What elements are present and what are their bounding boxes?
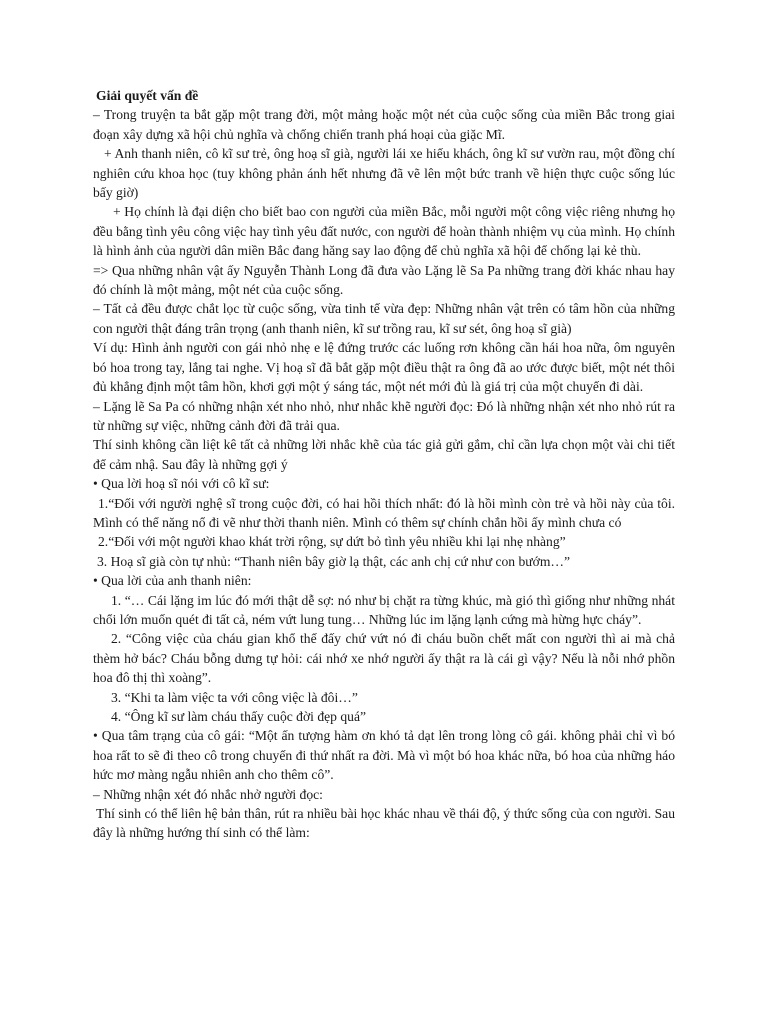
paragraph: – Trong truyện ta bắt gặp một trang đời, một mảng hoặc một nét của cuộc sống của miền Bắc trong giai đoạn xây dựng xã hội chủ nghĩa và chống chiến tranh phá hoại của giặc Mĩ. xyxy=(93,107,675,142)
paragraph: – Lặng lẽ Sa Pa có những nhận xét nho nhỏ, như nhắc khẽ người đọc: Đó là những nhận xét nho nhỏ rút ra từ những sự việc, những cảnh đời đã trải qua. xyxy=(93,398,675,433)
paragraph: 4. “Ông kĩ sư làm cháu thấy cuộc đời đẹp quá” xyxy=(111,709,367,724)
paragraph: 2.“Đối với một người khao khát trời rộng, sự dứt bỏ tình yêu nhiều khi lại nhẹ nhàng” xyxy=(98,534,566,550)
paragraph: • Qua tâm trạng của cô gái: “Một ấn tượng hàm ơn khó tả dạt lên trong lòng cô gái. không phải chỉ vì bó hoa rất to sẽ đi theo cô trong chuyến đi thứ nhất ra đời. Mà vì một bó hoa khác nữa, bó hoa của những háo hức mơ màng ngẫu nhiên anh cho thêm cô”. xyxy=(93,728,675,783)
paragraph: – Tất cả đều được chắt lọc từ cuộc sống, vừa tinh tế vừa đẹp: Những nhân vật trên có tâm hồn của những con người thật đáng trân trọng (anh thanh niên, kĩ sư trồng rau, kĩ sư sét, ông hoạ sĩ già) xyxy=(93,301,675,336)
paragraph: Ví dụ: Hình ảnh người con gái nhỏ nhẹ e lệ đứng trước các luống rơn không cần hái hoa nữa, ôm nguyên bó hoa trong tay, lắng tai nghe. Vị hoạ sĩ đã bắt gặp một điều thật ra ông đã ao ước được biết, một nét thôi đủ khẳng định một tâm hồn, khơi gợi một ý sáng tác, một nét mới đủ là giá trị của một chuyến đi dài. xyxy=(93,340,675,395)
document-body xyxy=(93,105,675,842)
paragraph: 3. Hoạ sĩ già còn tự nhủ: “Thanh niên bây giờ lạ thật, các anh chị cứ như con bướm…” xyxy=(97,553,571,569)
paragraph: Thí sinh có thể liên hệ bản thân, rút ra nhiều bài học khác nhau về thái độ, ý thức sống của con người. Sau đây là những hướng thí sinh có thể làm: xyxy=(93,806,675,841)
paragraph: + Anh thanh niên, cô kĩ sư trẻ, ông hoạ sĩ già, người lái xe hiếu khách, ông kĩ sư vườn rau, một đồng chí nghiên cứu khoa học (tuy không phản ánh hết nhưng đã vẽ lên một bức tranh về hiện thực cuộc sống lúc bấy giờ) xyxy=(93,146,675,201)
paragraph: + Họ chính là đại diện cho biết bao con người của miền Bắc, mỗi người một công việc riêng nhưng họ đều bằng tình yêu công việc hay tình yêu đất nước, con người để hoàn thành nhiệm vụ của mình. Họ chính là hình ảnh của người dân miền Bắc đang hăng say lao động để chủ nghĩa xã hội để chống lại kẻ thù. xyxy=(93,204,675,259)
paragraph: 1.“Đối với người nghệ sĩ trong cuộc đời, có hai hồi thích nhất: đó là hồi mình còn trẻ và hồi này của tôi. Mình có thể năng nổ đi vẽ như thời thanh niên. Mình có thêm sự chính chắn hồi ấy mình chưa có xyxy=(93,495,675,530)
paragraph: • Qua lời của anh thanh niên: xyxy=(93,573,252,589)
paragraph: – Những nhận xét đó nhắc nhở người đọc: xyxy=(93,786,323,802)
paragraph: • Qua lời hoạ sĩ nói với cô kĩ sư: xyxy=(93,476,270,492)
paragraph: 2. “Công việc của cháu gian khổ thế đấy chứ vứt nó đi cháu buồn chết mất con người thì ai mà chả thèm hở bác? Cháu bỗng dưng tự hỏi: cái nhớ xe nhớ người ấy thật ra là cái gì vậy? Nếu là nỗi nhớ phồn hoa đô thị thì xoàng”. xyxy=(93,631,675,686)
paragraph: 3. “Khi ta làm việc ta với công việc là đôi…” xyxy=(111,689,358,705)
paragraph: Thí sinh không cần liệt kê tất cả những lời nhắc khẽ của tác giả gửi gắm, chỉ cần lựa chọn một vài chi tiết để cảm nhậ. Sau đây là những gợi ý xyxy=(93,437,675,472)
paragraph: 1. “… Cái lặng im lúc đó mới thật dễ sợ: nó như bị chặt ra từng khúc, mà gió thì giống như những nhát chổi lớn muốn quét đi tất cả, ném vứt lung tung… Những lúc im lặng lạnh cứng mà hừng hực cháy”. xyxy=(93,592,675,627)
section-heading: Giải quyết vấn đề xyxy=(96,88,199,103)
document-page xyxy=(93,86,675,843)
paragraph: => Qua những nhân vật ấy Nguyễn Thành Long đã đưa vào Lặng lẽ Sa Pa những trang đời khác nhau hay đó chính là một mảng, một nét của cuộc sống. xyxy=(93,262,675,298)
